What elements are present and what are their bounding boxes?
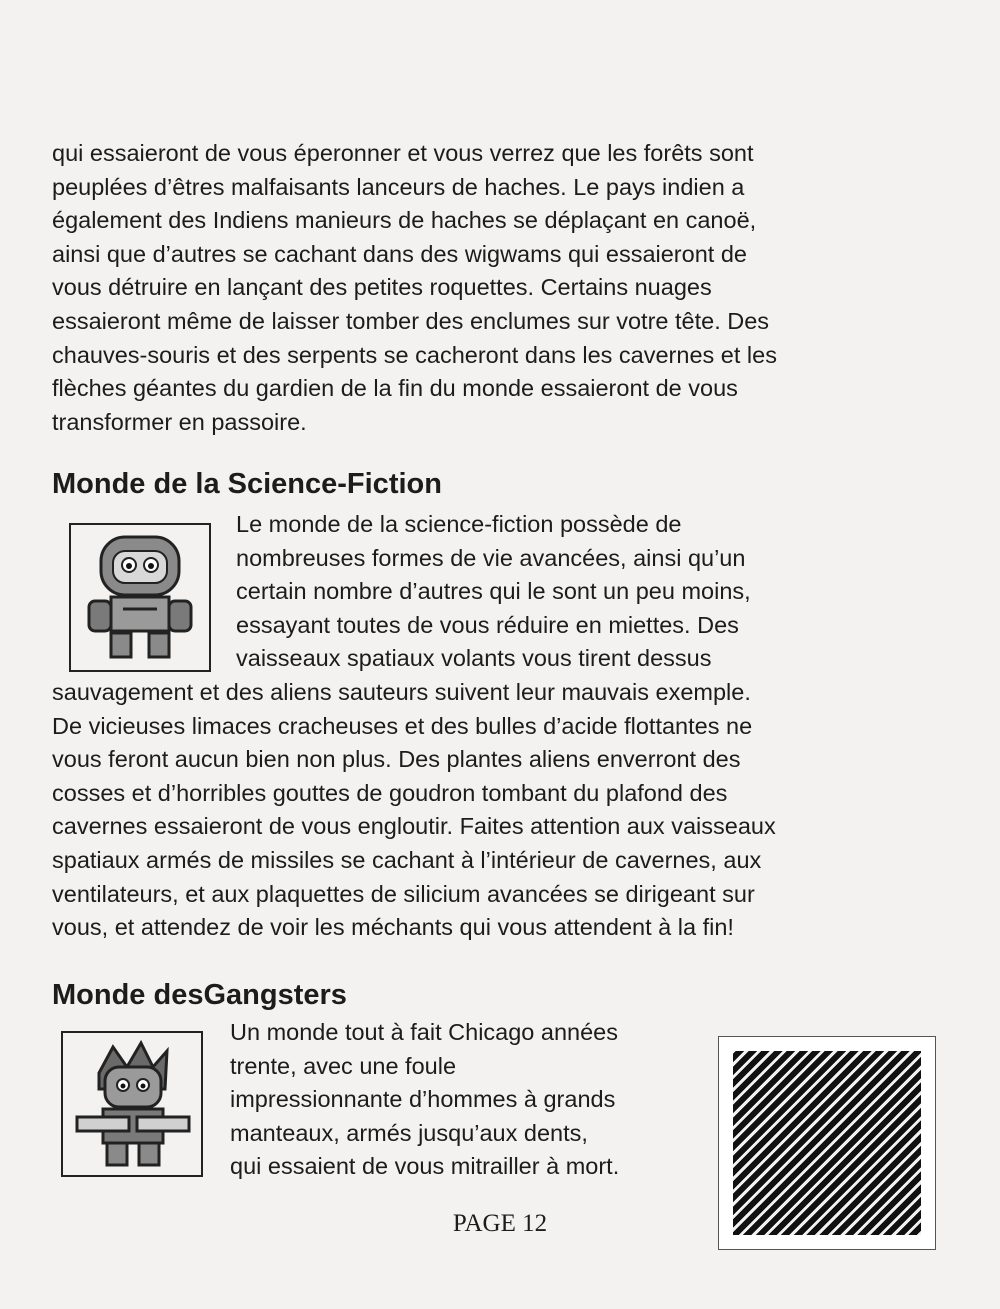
scifi-robot-illustration xyxy=(69,523,211,672)
text-line: peuplées d’êtres malfaisants lanceurs de haches. Le pays indien a xyxy=(52,173,745,200)
text-line: De vicieuses limaces cracheuses et des bulles d’acide flottantes ne xyxy=(52,712,753,739)
text-line: vous feront aucun bien non plus. Des plantes aliens enverront des xyxy=(52,746,741,773)
text-line: trente, avec une foule xyxy=(230,1052,457,1079)
text-line: essaieront même de laisser tomber des enclumes sur votre tête. Des xyxy=(52,307,770,334)
text-line: vaisseaux spatiaux volants vous tirent dessus xyxy=(236,645,712,672)
text-line: flèches géantes du gardien de la fin du monde essaieront de vous xyxy=(52,375,738,402)
text-line: transformer en passoire. xyxy=(52,408,307,435)
intro-paragraph xyxy=(52,137,932,439)
text-line: ventilateurs, et aux plaquettes de silicium avancées se dirigeant sur xyxy=(52,880,755,907)
text-line: sauvagement et des aliens sauteurs suivent leur mauvais exemple. xyxy=(52,679,751,705)
text-line: qui essaieront de vous éperonner et vous verrez que les forêts sont xyxy=(52,140,754,166)
text-line: ainsi que d’autres se cachant dans des wigwams qui essaieront de xyxy=(52,240,747,267)
scifi-wrapped-text xyxy=(236,508,916,676)
text-line: cavernes essaieront de vous engloutir. Faites attention aux vaisseaux xyxy=(52,813,776,840)
text-line: chauves-souris et des serpents se cacheront dans les cavernes et les xyxy=(52,341,777,368)
text-line: cosses et d’horribles gouttes de goudron tombant du plafond des xyxy=(52,779,728,806)
text-line: également des Indiens manieurs de haches se déplaçant en canoë, xyxy=(52,207,757,234)
text-line: certain nombre d’autres qui le sont un peu moins, xyxy=(236,578,751,605)
text-line: Le monde de la science-fiction possède de xyxy=(236,511,682,537)
text-line: vous détruire en lançant des petites roquettes. Certains nuages xyxy=(52,274,712,301)
text-line: essayant toutes de vous réduire en miettes. Des xyxy=(236,611,739,638)
text-line: impressionnante d’hommes à grands xyxy=(230,1086,616,1113)
page-number: PAGE 12 xyxy=(452,1210,548,1237)
gangsters-heading: Monde desGangsters xyxy=(52,979,347,1011)
scifi-heading: Monde de la Science-Fiction xyxy=(52,468,442,500)
text-line: Un monde tout à fait Chicago années xyxy=(230,1019,619,1045)
gangsters-wrapped-text xyxy=(230,1016,710,1184)
text-line: spatiaux armés de missiles se cachant à l’intérieur de cavernes, aux xyxy=(52,846,762,873)
scifi-paragraph xyxy=(52,676,932,945)
text-line: qui essaient de vous mitrailler à mort. xyxy=(230,1153,620,1180)
gangster-illustration xyxy=(61,1031,203,1177)
text-line: vous, et attendez de voir les méchants qui vous attendent à la fin! xyxy=(52,914,734,941)
text-line: nombreuses formes de vie avancées, ainsi qu’un xyxy=(236,544,746,571)
text-line: manteaux, armés jusqu’aux dents, xyxy=(230,1119,588,1146)
